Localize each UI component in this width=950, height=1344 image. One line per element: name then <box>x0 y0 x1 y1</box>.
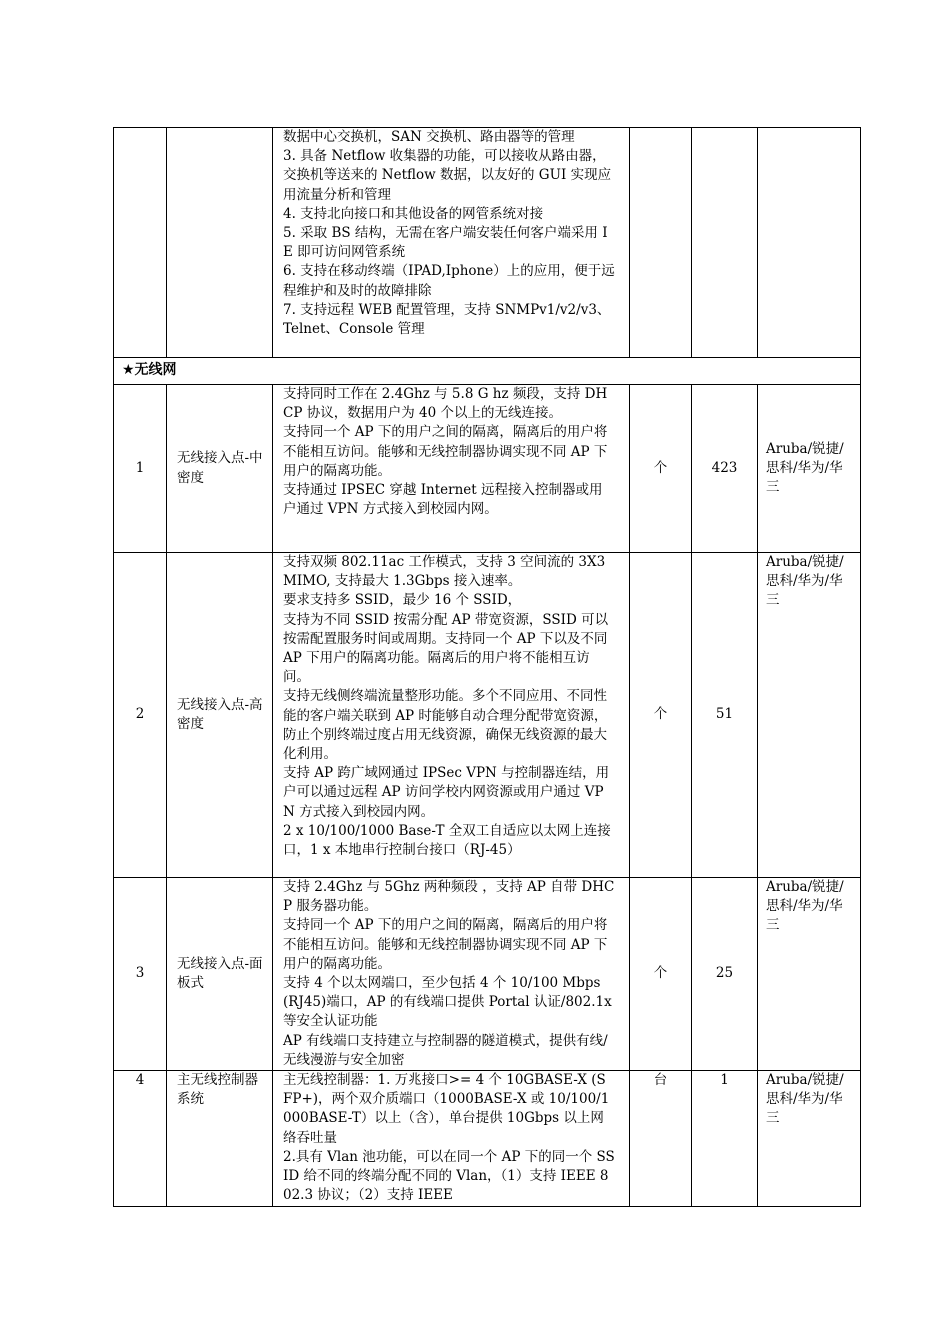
cell-qty: 25 <box>692 878 758 1071</box>
cell-no: 3 <box>114 878 167 1071</box>
cell-name <box>167 128 273 358</box>
spec-line: 数据中心交换机，SAN 交换机、路由器等的管理 <box>283 129 575 145</box>
spec-line: AP 有线端口支持建立与控制器的隧道模式，提供有线/无线漫游与安全加密 <box>283 1032 608 1068</box>
cell-brand: Aruba/锐捷/思科/华为/华三 <box>758 385 861 553</box>
equipment-spec-table <box>113 127 861 1207</box>
cell-brand: Aruba/锐捷/思科/华为/华三 <box>758 1071 861 1207</box>
spec-line: 2.具有 Vlan 池功能，可以在同一个 AP 下的同一个 SSID 给不同的终端分配不同的 Vlan，（1）支持 IEEE 802.3 协议；（2）支持 IEEE <box>283 1148 615 1204</box>
spec-line: 支持 AP 跨广域网通过 IPSec VPN 与控制器连结，用户可以通过远程 AP 访问学校内网资源或用户通过 VPN 方式接入到校园内网。 <box>283 765 610 820</box>
spec-line: 5. 采取 BS 结构，无需在客户端安装任何客户端采用 IE 即可访问网管系统 <box>283 225 608 261</box>
spec-line: 支持同时工作在 2.4Ghz 与 5.8 G hz 频段，支持 DHCP 协议，数据用户为 40 个以上的无线连接。 <box>283 386 608 422</box>
cell-qty: 1 <box>692 1071 758 1207</box>
spec-line: 支持同一个 AP 下的用户之间的隔离，隔离后的用户将不能相互访问。能够和无线控制器协调实现不同 AP 下用户的隔离功能。 <box>283 424 608 479</box>
table-row <box>114 878 861 1071</box>
spec-line: 支持双频 802.11ac 工作模式，支持 3 空间流的 3X3 MIMO, 支持最大 1.3Gbps 接入速率。 <box>283 554 606 590</box>
cell-unit <box>630 128 692 358</box>
cell-spec <box>273 878 630 1071</box>
cell-name: 无线接入点-面板式 <box>167 878 273 1071</box>
cell-name: 主无线控制器系统 <box>167 1071 273 1207</box>
cell-unit: 台 <box>630 1071 692 1207</box>
spec-line: 支持 2.4Ghz 与 5Ghz 两种频段 ，支持 AP 自带 DHCP 服务器功能。 <box>283 879 615 915</box>
cell-spec <box>273 553 630 878</box>
cell-brand: Aruba/锐捷/思科/华为/华三 <box>758 878 861 1071</box>
spec-line: 主无线控制器：1. 万兆接口>= 4 个 10GBASE-X (SFP+)，两个双介质端口（1000BASE-X 或 10/100/1000BASE-T）以上（含），单台提供 10Gbps 以上网络吞吐量 <box>283 1072 610 1146</box>
table-row <box>114 553 861 878</box>
spec-line: 支持为不同 SSID 按需分配 AP 带宽资源，SSID 可以按需配置服务时间或周期。支持同一个 AP 下以及不同 AP 下用户的隔离功能。隔离后的用户将不能相互访问。 <box>283 611 609 686</box>
table-row <box>114 1071 861 1207</box>
cell-name: 无线接入点-高密度 <box>167 553 273 878</box>
spec-line: 支持 4 个以太网端口，至少包括 4 个 10/100 Mbps(RJ45)端口，AP 的有线端口提供 Portal 认证/802.1x 等安全认证功能 <box>283 975 612 1030</box>
cell-qty: 51 <box>692 553 758 878</box>
cell-no: 1 <box>114 385 167 553</box>
cell-spec <box>273 385 630 553</box>
cell-no <box>114 128 167 358</box>
cell-no: 4 <box>114 1071 167 1207</box>
section-title: ★无线网 <box>114 358 861 385</box>
spec-line: 3. 具备 Netflow 收集器的功能，可以接收从路由器，交换机等送来的 Netflow 数据，以友好的 GUI 实现应用流量分析和管理 <box>283 148 612 203</box>
cell-unit: 个 <box>630 385 692 553</box>
spec-line: 支持通过 IPSEC 穿越 Internet 远程接入控制器或用户通过 VPN 方式接入到校园内网。 <box>283 482 603 518</box>
cell-brand: Aruba/锐捷/思科/华为/华三 <box>758 553 861 878</box>
cell-unit: 个 <box>630 878 692 1071</box>
spec-line: 支持同一个 AP 下的用户之间的隔离，隔离后的用户将不能相互访问。能够和无线控制器协调实现不同 AP 下用户的隔离功能。 <box>283 917 608 972</box>
spec-line: 6. 支持在移动终端（IPAD,Iphone）上的应用，便于远程维护和及时的故障排除 <box>283 263 615 299</box>
cell-qty: 423 <box>692 385 758 553</box>
cell-unit: 个 <box>630 553 692 878</box>
cell-brand <box>758 128 861 358</box>
spec-line: 支持无线侧终端流量整形功能。多个不同应用、不同性能的客户端关联到 AP 时能够自动合理分配带宽资源，防止个别终端过度占用无线资源，确保无线资源的最大化利用。 <box>283 688 608 763</box>
cell-spec <box>273 1071 630 1207</box>
cell-no: 2 <box>114 553 167 878</box>
spec-line: 2 x 10/100/1000 Base-T 全双工自适应以太网上连接口，1 x 本地串行控制台接口（RJ-45） <box>283 822 611 859</box>
spec-line: 7. 支持远程 WEB 配置管理，支持 SNMPv1/v2/v3、Telnet、Console 管理 <box>283 301 611 338</box>
section-row <box>114 358 861 385</box>
cell-qty <box>692 128 758 358</box>
cell-name: 无线接入点-中密度 <box>167 385 273 553</box>
spec-line: 4. 支持北向接口和其他设备的网管系统对接 <box>283 205 544 222</box>
cell-spec <box>273 128 630 358</box>
table-row-continued <box>114 128 861 358</box>
spec-line: 要求支持多 SSID，最少 16 个 SSID， <box>283 592 522 609</box>
table-row <box>114 385 861 553</box>
